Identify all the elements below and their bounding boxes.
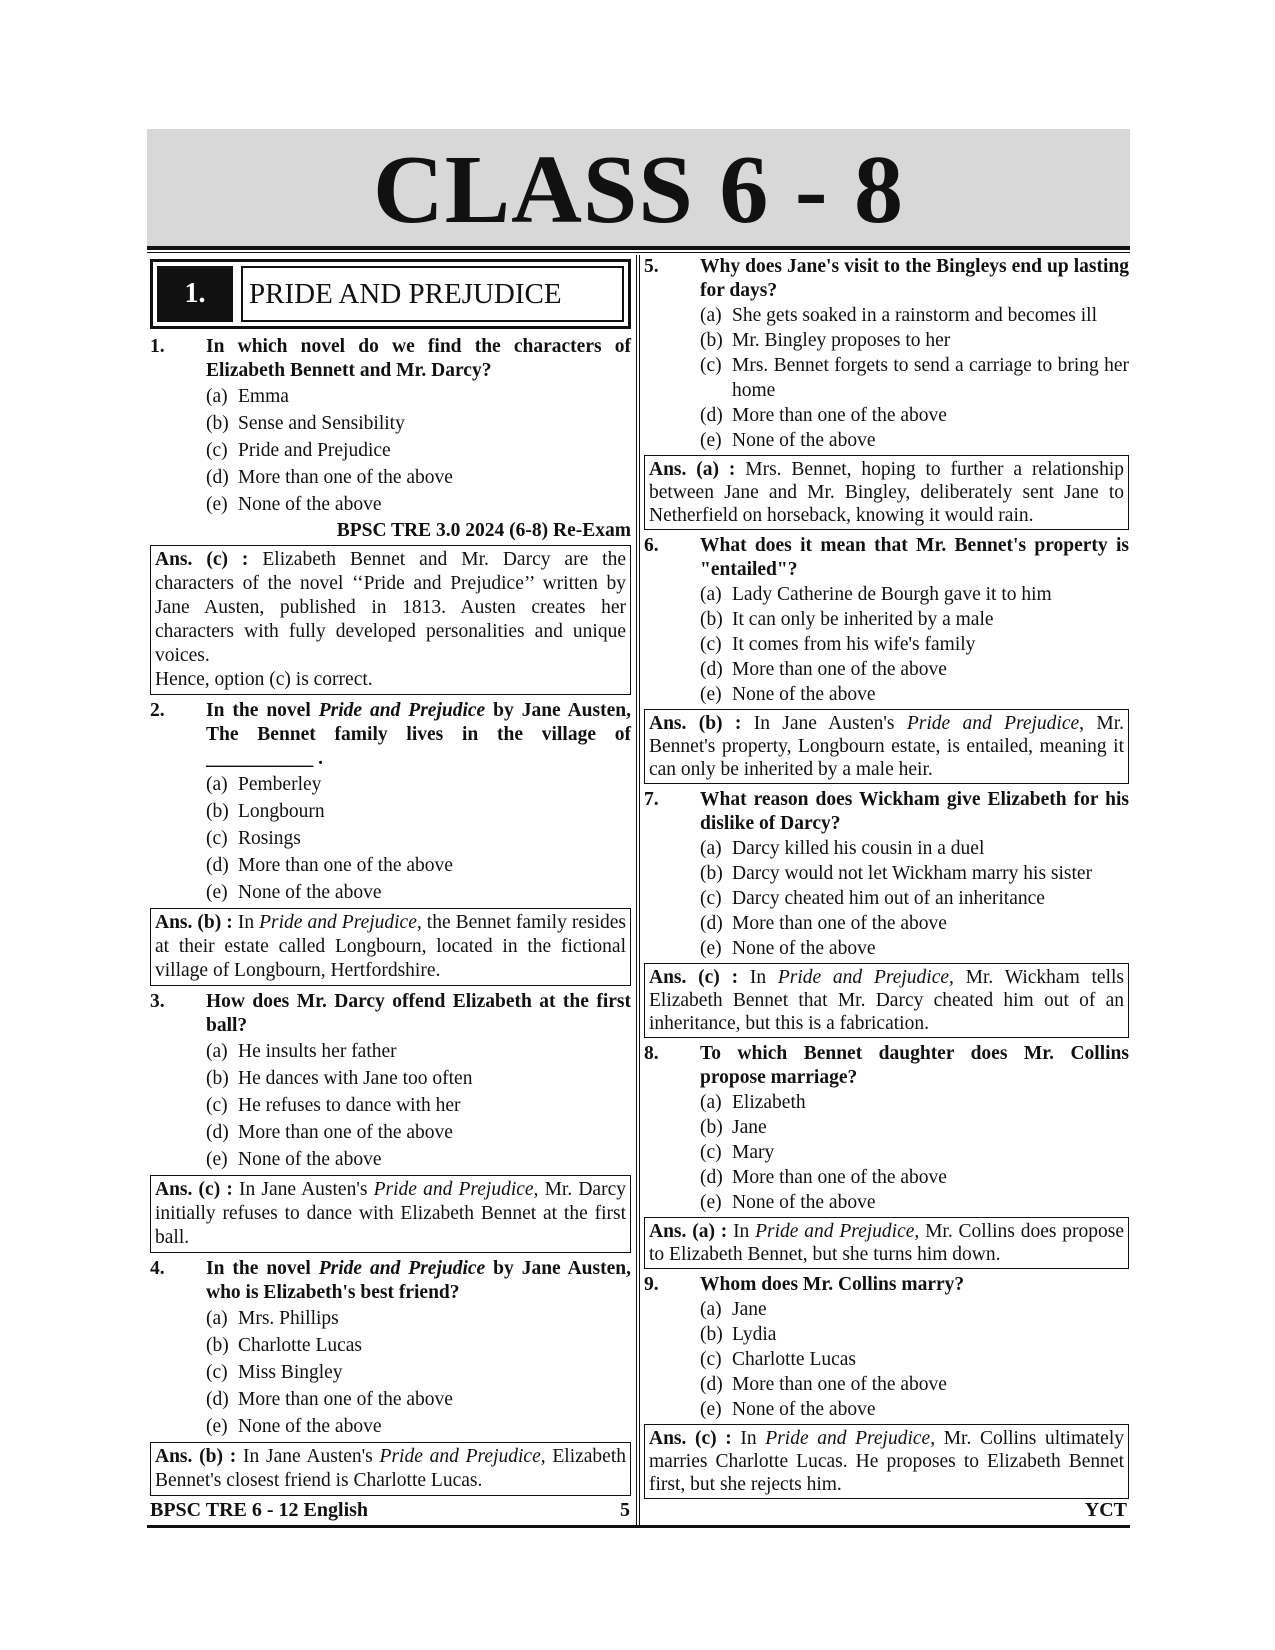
option	[206, 1386, 631, 1413]
option-label: (d)	[700, 405, 723, 426]
option-label: (b)	[700, 609, 723, 630]
option	[700, 353, 1129, 403]
option-text: Mrs. Bennet forgets to send a carriage to bring her home	[732, 355, 1129, 401]
options-list	[206, 383, 631, 518]
option-label: (a)	[206, 386, 228, 407]
question-number: 4.	[150, 1258, 165, 1279]
question-number: 6.	[644, 535, 659, 556]
footer-book-title: BPSC TRE 6 - 12 English	[150, 1499, 369, 1521]
options-list	[700, 1297, 1129, 1422]
answer-text: , Mr. Darcy initially refuses to dance with Elizabeth Bennet at the first ball.	[155, 1179, 626, 1248]
option-label: (a)	[700, 838, 722, 859]
banner-rule-thick	[147, 246, 1130, 250]
chapter-title: PRIDE AND PREJUDICE	[241, 266, 624, 322]
options-list	[206, 771, 631, 906]
option	[206, 1065, 631, 1092]
answer-label: Ans. (a) :	[649, 1221, 728, 1242]
answer-text: In Jane Austen's	[243, 1446, 380, 1467]
option-label: (d)	[700, 913, 723, 934]
novel-title: Pride and Prejudice	[373, 1179, 534, 1200]
option-label: (c)	[700, 1142, 722, 1163]
option-label: (c)	[206, 440, 228, 461]
option-text: Charlotte Lucas	[732, 1349, 856, 1370]
question-text: To which Bennet daughter does Mr. Collins propose marriage?	[700, 1043, 1129, 1088]
option-text: More than one of the above	[732, 913, 947, 934]
option	[206, 383, 631, 410]
answer-label: Ans. (b) :	[155, 912, 233, 933]
question-number: 1.	[150, 336, 165, 357]
answer-box	[644, 963, 1129, 1038]
option-text: None of the above	[238, 1416, 382, 1437]
option-label: (e)	[206, 1149, 228, 1170]
option	[700, 911, 1129, 936]
option	[700, 657, 1129, 682]
option-text: None of the above	[732, 938, 876, 959]
option	[700, 1190, 1129, 1215]
novel-title: Pride and Prejudice	[755, 1221, 915, 1242]
option-label: (b)	[206, 1068, 229, 1089]
option-text: None of the above	[732, 430, 876, 451]
option	[700, 632, 1129, 657]
option	[700, 836, 1129, 861]
option	[700, 1372, 1129, 1397]
question-text: Whom does Mr. Collins marry?	[700, 1274, 965, 1295]
option-label: (a)	[700, 1092, 722, 1113]
question-text	[206, 699, 631, 771]
answer-text: Mrs. Bennet, hoping to further a relationship between Jane and Mr. Bingley, deliberately sent Jane to Netherfield on horseback, knowing it would rain.	[649, 459, 1125, 526]
option-text: More than one of the above	[732, 1374, 947, 1395]
banner-title: CLASS 6 - 8	[372, 136, 905, 244]
page-banner	[147, 129, 1130, 246]
option-text: Lydia	[732, 1324, 777, 1345]
options-list	[700, 303, 1129, 453]
option-text: He refuses to dance with her	[238, 1095, 461, 1116]
option-text: More than one of the above	[732, 1167, 947, 1188]
answer-text: In	[740, 1428, 766, 1449]
answer-text: In Jane Austen's	[753, 713, 907, 734]
option-label: (c)	[700, 355, 722, 376]
option	[206, 1305, 631, 1332]
question-4	[150, 1257, 631, 1305]
question-number: 5.	[644, 256, 659, 277]
option-label: (c)	[206, 828, 228, 849]
option-text: Jane	[732, 1299, 767, 1320]
publisher-name: YCT	[1084, 1499, 1127, 1521]
answer-box	[644, 709, 1129, 784]
option-text: She gets soaked in a rainstorm and becomes ill	[732, 305, 1097, 326]
option	[206, 1092, 631, 1119]
answer-label: Ans. (c) :	[155, 1179, 233, 1200]
option-label: (d)	[700, 659, 723, 680]
option	[206, 1119, 631, 1146]
chapter-number: 1.	[157, 266, 233, 322]
question-text: Why does Jane's visit to the Bingleys end up lasting for days?	[700, 256, 1129, 301]
options-list	[206, 1038, 631, 1173]
answer-box	[644, 1424, 1129, 1499]
option	[700, 328, 1129, 353]
option	[700, 682, 1129, 707]
option-text: Emma	[238, 386, 289, 407]
option-label: (e)	[700, 430, 722, 451]
option-text: It comes from his wife's family	[732, 634, 976, 655]
option-text: Rosings	[238, 828, 301, 849]
option-label: (a)	[206, 1308, 228, 1329]
answer-label: Ans. (c) :	[649, 1428, 732, 1449]
option-text: None of the above	[732, 1192, 876, 1213]
question-6	[644, 534, 1129, 582]
question-8	[644, 1042, 1129, 1090]
options-list	[700, 836, 1129, 961]
option-label: (c)	[700, 1349, 722, 1370]
banner-rule-thin	[147, 252, 1130, 253]
option-label: (b)	[700, 1324, 723, 1345]
question-text-part: by Jane Austen, who is Elizabeth's best friend?	[206, 1258, 631, 1303]
option	[700, 1090, 1129, 1115]
option-label: (d)	[206, 1389, 229, 1410]
novel-title: Pride and Prejudice	[765, 1428, 931, 1449]
option-label: (a)	[700, 584, 722, 605]
option	[700, 607, 1129, 632]
question-text	[206, 1257, 631, 1305]
novel-title: Pride and Prejudice	[777, 967, 950, 988]
answer-box	[150, 1442, 631, 1496]
option-label: (d)	[206, 467, 229, 488]
option	[206, 1413, 631, 1440]
answer-box	[644, 1217, 1129, 1269]
answer-label: Ans. (b) :	[649, 713, 742, 734]
option-text: Lady Catherine de Bourgh gave it to him	[732, 584, 1052, 605]
left-column	[150, 255, 631, 1500]
answer-text: , Elizabeth Bennet's closest friend is Charlotte Lucas.	[155, 1446, 627, 1491]
question-text: What does it mean that Mr. Bennet's property is "entailed"?	[700, 535, 1129, 580]
option-label: (d)	[206, 1122, 229, 1143]
answer-text: In	[749, 967, 778, 988]
option-text: Mary	[732, 1142, 775, 1163]
option-text: None of the above	[732, 1399, 876, 1420]
option-label: (d)	[700, 1167, 723, 1188]
answer-label: Ans. (a) :	[649, 459, 736, 480]
question-number: 8.	[644, 1043, 659, 1064]
option-label: (a)	[206, 1041, 228, 1062]
option-text: Darcy would not let Wickham marry his sister	[732, 863, 1093, 884]
option	[700, 1347, 1129, 1372]
question-number: 9.	[644, 1274, 659, 1295]
option-label: (b)	[700, 330, 723, 351]
option	[700, 1397, 1129, 1422]
exam-source: BPSC TRE 3.0 2024 (6-8) Re-Exam	[336, 520, 631, 541]
option	[700, 1115, 1129, 1140]
option	[700, 1297, 1129, 1322]
option-text: Elizabeth	[732, 1092, 806, 1113]
option	[206, 798, 631, 825]
option	[206, 825, 631, 852]
question-9	[644, 1273, 1129, 1297]
question-text-part: by Jane Austen, The Bennet family lives in the village of ___________ .	[206, 700, 631, 769]
option-text: He dances with Jane too often	[238, 1068, 473, 1089]
question-5	[644, 255, 1129, 303]
option-text: None of the above	[732, 684, 876, 705]
option-label: (e)	[206, 494, 228, 515]
option-label: (d)	[206, 855, 229, 876]
answer-text: , Mr. Bennet's property, Longbourn estate, is entailed, meaning it can only be inherited by a male heir.	[649, 713, 1125, 780]
option	[700, 1322, 1129, 1347]
novel-title: Pride and Prejudice	[906, 713, 1080, 734]
option	[206, 491, 631, 518]
option-text: None of the above	[238, 882, 382, 903]
answer-text: , Mr. Collins does propose to Elizabeth Bennet, but she turns him down.	[649, 1221, 1124, 1265]
option-text: Mr. Bingley proposes to her	[732, 330, 951, 351]
option	[700, 403, 1129, 428]
option-label: (e)	[700, 1399, 722, 1420]
question-text: In which novel do we find the characters of Elizabeth Bennett and Mr. Darcy?	[206, 336, 631, 381]
option	[700, 1140, 1129, 1165]
option-label: (e)	[206, 1416, 228, 1437]
answer-text: , the Bennet family resides at their estate called Longbourn, located in the fictional village of Longbourn, Hertfordshire.	[155, 912, 627, 981]
right-column	[644, 255, 1129, 1503]
question-text: What reason does Wickham give Elizabeth for his dislike of Darcy?	[700, 789, 1129, 834]
options-list	[700, 582, 1129, 707]
option-text: More than one of the above	[238, 1389, 453, 1410]
answer-text: In Jane Austen's	[238, 1179, 374, 1200]
option	[206, 1332, 631, 1359]
option-text: It can only be inherited by a male	[732, 609, 994, 630]
option-label: (e)	[700, 1192, 722, 1213]
option	[206, 437, 631, 464]
option	[700, 582, 1129, 607]
option-label: (a)	[700, 305, 722, 326]
option-text: Mrs. Phillips	[238, 1308, 339, 1329]
option	[206, 879, 631, 906]
option	[700, 303, 1129, 328]
answer-conclusion: Hence, option (c) is correct.	[155, 669, 373, 690]
option-text: More than one of the above	[238, 1122, 453, 1143]
option-text: More than one of the above	[238, 855, 453, 876]
option-label: (e)	[700, 684, 722, 705]
option-label: (b)	[206, 801, 229, 822]
option	[206, 1359, 631, 1386]
question-3	[150, 990, 631, 1038]
option-text: Pride and Prejudice	[238, 440, 391, 461]
question-1	[150, 335, 631, 383]
chapter-heading	[150, 259, 631, 329]
answer-label: Ans. (c) :	[155, 549, 249, 570]
option-label: (c)	[700, 888, 722, 909]
options-list	[206, 1305, 631, 1440]
answer-label: Ans. (c) :	[649, 967, 739, 988]
option-label: (c)	[206, 1362, 228, 1383]
option	[206, 1038, 631, 1065]
option-text: Longbourn	[238, 801, 325, 822]
answer-text: In	[733, 1221, 756, 1242]
answer-text: , Mr. Collins ultimately marries Charlotte Lucas. He proposes to Elizabeth Bennet first, but she rejects him.	[649, 1428, 1125, 1495]
option-label: (d)	[700, 1374, 723, 1395]
novel-title: Pride and Prejudice	[318, 1258, 486, 1279]
answer-box	[150, 1175, 631, 1253]
option-text: Miss Bingley	[238, 1362, 343, 1383]
answer-box	[644, 455, 1129, 530]
option-text: More than one of the above	[732, 405, 947, 426]
option-text: Darcy cheated him out of an inheritance	[732, 888, 1045, 909]
answer-box	[150, 908, 631, 986]
option-text: More than one of the above	[238, 467, 453, 488]
option	[206, 852, 631, 879]
option	[700, 1165, 1129, 1190]
option-text: None of the above	[238, 1149, 382, 1170]
question-text-part: In the novel	[206, 1258, 319, 1279]
option-text: Charlotte Lucas	[238, 1335, 362, 1356]
option	[700, 936, 1129, 961]
option	[206, 1146, 631, 1173]
option-label: (b)	[700, 1117, 723, 1138]
column-separator	[636, 255, 640, 1525]
option-label: (e)	[700, 938, 722, 959]
option-text: None of the above	[238, 494, 382, 515]
option	[700, 428, 1129, 453]
option	[206, 771, 631, 798]
question-number: 2.	[150, 700, 165, 721]
question-text: How does Mr. Darcy offend Elizabeth at the first ball?	[206, 991, 631, 1036]
question-2	[150, 699, 631, 771]
answer-text: In	[237, 912, 260, 933]
option-label: (e)	[206, 882, 228, 903]
novel-title: Pride and Prejudice	[379, 1446, 541, 1467]
option-label: (c)	[700, 634, 722, 655]
answer-text: Elizabeth Bennet and Mr. Darcy are the characters of the novel ‘‘Pride and Prejudice’’ written by Jane Austen, published in 1813. Austen creates her characters with fully developed personalities and unique voices.	[155, 549, 627, 666]
option-label: (a)	[700, 1299, 722, 1320]
novel-title: Pride and Prejudice	[259, 912, 417, 933]
options-list	[700, 1090, 1129, 1215]
option-label: (a)	[206, 774, 228, 795]
question-7	[644, 788, 1129, 836]
option-text: More than one of the above	[732, 659, 947, 680]
option	[206, 464, 631, 491]
option	[206, 410, 631, 437]
option-text: Sense and Sensibility	[238, 413, 405, 434]
option-text: Jane	[732, 1117, 767, 1138]
option-text: Pemberley	[238, 774, 322, 795]
option-label: (c)	[206, 1095, 228, 1116]
option-text: Darcy killed his cousin in a duel	[732, 838, 985, 859]
page-number: 5	[620, 1499, 630, 1521]
question-number: 3.	[150, 991, 165, 1012]
footer-rule	[147, 1525, 1130, 1528]
option	[700, 861, 1129, 886]
option-label: (b)	[206, 1335, 229, 1356]
option-label: (b)	[206, 413, 229, 434]
option-text: He insults her father	[238, 1041, 397, 1062]
novel-title: Pride and Prejudice	[318, 700, 486, 721]
question-text-part: In the novel	[206, 700, 319, 721]
answer-text: , Mr. Wickham tells Elizabeth Bennet that Mr. Darcy cheated him out of an inheritance, but this is a fabrication.	[649, 967, 1124, 1034]
answer-label: Ans. (b) :	[155, 1446, 237, 1467]
question-number: 7.	[644, 789, 659, 810]
answer-box	[150, 545, 631, 695]
option	[700, 886, 1129, 911]
option-label: (b)	[700, 863, 723, 884]
